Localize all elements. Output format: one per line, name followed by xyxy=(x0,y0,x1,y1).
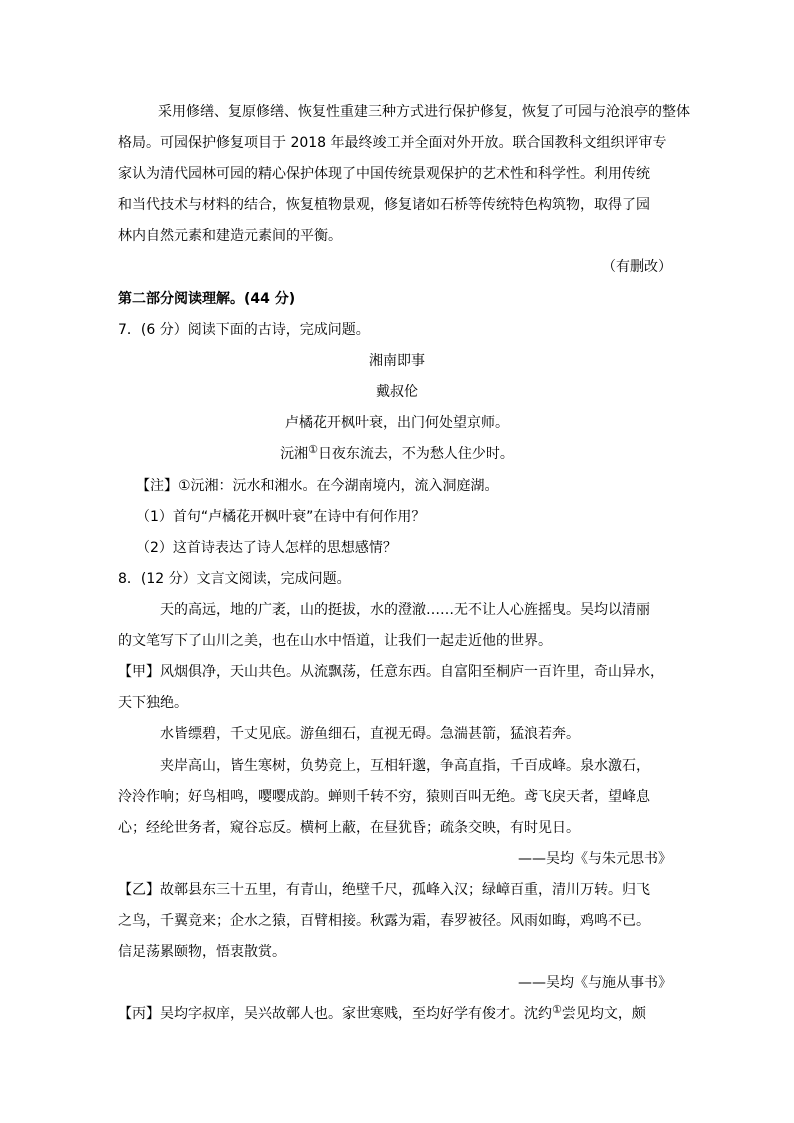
text-line: 天的高远，地的广袤，山的挺拔，水的澄澈……无不让人心旌摇曳。吴均以清丽 xyxy=(160,602,650,618)
poem-line-2 xyxy=(0,444,794,465)
footnote-marker: ① xyxy=(308,443,318,456)
poem-line-1: 卢橘花开枫叶衰，出门何处望京师。 xyxy=(285,415,509,431)
sub-question-1: （1）首句“卢橘花开枫叶衰”在诗中有何作用？ xyxy=(136,509,426,525)
question-8-header: 8．(12 分）文言文阅读，完成问题。 xyxy=(118,571,351,587)
text-line: 夹岸高山，皆生寒树，负势竞上，互相轩邈，争高直指，千百成峰。泉水激石， xyxy=(160,758,650,774)
sub-question-2: （2）这首诗表达了诗人怎样的思想感情？ xyxy=(136,540,397,556)
poem-note: 【注】①沅湘：沅水和湘水。在今湖南境内，流入洞庭湖。 xyxy=(136,478,499,494)
text-line: 和当代技术与材料的结合，恢复植物景观，修复诸如石桥等传统特色构筑物，取得了园 xyxy=(118,197,650,213)
text-line: 林内自然元素和建造元素间的平衡。 xyxy=(118,228,342,244)
text-line: 家认为清代园林可园的精心保护体现了中国传统景观保护的艺术性和科学性。利用传统 xyxy=(118,166,650,182)
text-line: 之鸟，千翼竞来；企水之猿，百臂相接。秋露为霜，春罗被径。风雨如晦，鸡鸣不已。 xyxy=(118,913,650,929)
source-citation: ——吴均《与施从事书》 xyxy=(518,975,672,991)
text-line: 采用修缮、复原修缮、恢复性重建三种方式进行保护修复，恢复了可园与沧浪亭的整体 xyxy=(158,104,690,120)
poem-line-2-part-b: 日夜东流去，不为愁人住少时。 xyxy=(317,446,514,462)
bing-part-a: 【丙】吴均字叔庠，吴兴故鄣人也。家世寒贱，至均好学有俊才。沈约 xyxy=(118,1006,552,1022)
footnote-marker: ① xyxy=(552,1003,562,1016)
poem-line-2-part-a: 沅湘 xyxy=(280,446,309,462)
section-title: 第二部分阅读理解。(44 分) xyxy=(118,291,296,307)
text-line: 信足荡累颐物，悟衷散赏。 xyxy=(118,944,286,960)
text-line: 心；经纶世务者，窥谷忘反。横柯上蔽，在昼犹昏；疏条交映，有时见日。 xyxy=(118,820,580,836)
poem-author: 戴叔伦 xyxy=(376,384,418,400)
poem-title: 湘南即事 xyxy=(369,353,425,369)
text-line: 水皆缥碧，千丈见底。游鱼细石，直视无碍。急湍甚箭，猛浪若奔。 xyxy=(160,726,580,742)
source-citation: ——吴均《与朱元思书》 xyxy=(518,851,672,867)
text-line: 天下独绝。 xyxy=(118,695,188,711)
question-7-header: 7．(6 分）阅读下面的古诗，完成问题。 xyxy=(118,322,370,338)
text-line: 格局。可园保护修复项目于 2018 年最终竣工并全面对外开放。联合国教科文组织评审专 xyxy=(118,135,667,151)
text-line: 泠泠作响；好鸟相鸣，嘤嘤成韵。蝉则千转不穷，猿则百叫无绝。鸢飞戾天者，望峰息 xyxy=(118,789,650,805)
text-line: 【甲】风烟俱净，天山共色。从流飘荡，任意东西。自富阳至桐庐一百许里，奇山异水， xyxy=(118,664,664,680)
text-line: 【乙】故鄣县东三十五里，有青山，绝壁千尺，孤峰入汉；绿嶂百重，清川万转。归飞 xyxy=(118,882,650,898)
edit-note: （有删改） xyxy=(602,259,672,275)
text-line xyxy=(118,1004,646,1025)
text-line: 的文笔写下了山川之美，也在山水中悟道，让我们一起走近他的世界。 xyxy=(118,633,552,649)
bing-part-b: 尝见均文，颇 xyxy=(561,1006,646,1022)
